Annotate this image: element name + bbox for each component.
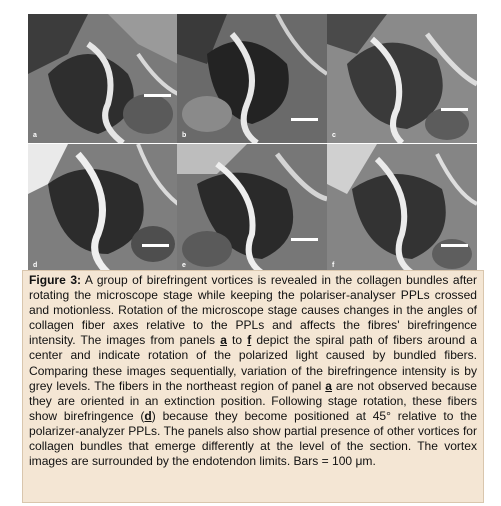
micrograph-image [177,144,327,273]
figure-label: Figure 3: [29,273,82,287]
panel-ref-d: d [144,408,152,423]
caption-text: depict the spiral path of fibers around a center and indicate rotation of the polarized light caused by bundled fibers. Comparing these images sequentially, variation of the birefringence intensity is by grey levels. The fibers in the northeast region of panel [29,333,477,393]
panel-label: a [33,132,37,139]
caption-text: A group of birefringent vortices is revealed in the collagen bundles after rotating the microscope stage while keeping the polariser-analyser PPLs crossed and motionless. Rotation of the microscope stage causes changes in the angles of collagen fiber axes relative to the PPLs and affects the fibres' birefringence intensity. The images from panels [29,273,478,348]
panel-label: b [182,132,187,139]
micrograph-image [327,14,477,143]
panel-label: c [332,132,336,139]
scale-bar [142,244,169,247]
panel-label: f [332,262,335,269]
micrograph-panel-a [28,14,178,143]
micrograph-panel-b [177,14,327,143]
figure-caption [22,270,484,503]
panel-ref-a: a [220,333,227,348]
micrograph-image [327,144,477,273]
micrograph-panel-d [28,144,178,273]
caption-text: ) because they become positioned at 45° relative to the polarizer-analyzer PPLs. The panels also show partial presence of other vortices for collagen bundles that emerge differently at the level of the section. The vortex images are surrounded by the endotendon limits. Bars = 100 μm. [29,408,477,469]
scale-bar [291,238,318,241]
scale-bar [441,108,468,111]
caption-text: are not observed because they are oriented in an extinction position. Following stage rotation, these fibers show birefringence ( [29,378,477,423]
micrograph-panel-f [327,144,477,273]
panel-ref-f: f [247,333,252,348]
panel-label: e [182,262,186,269]
micrograph-panel-c [327,14,477,143]
scale-bar [441,244,468,247]
scale-bar [144,94,171,97]
panel-label: d [33,262,38,269]
micrograph-panel-e [177,144,327,273]
scale-bar [291,118,318,121]
caption-text: to [226,333,248,348]
panel-ref-a: a [325,378,332,393]
micrograph-image [28,14,178,143]
micrograph-image [28,144,178,273]
micrograph-image [177,14,327,143]
